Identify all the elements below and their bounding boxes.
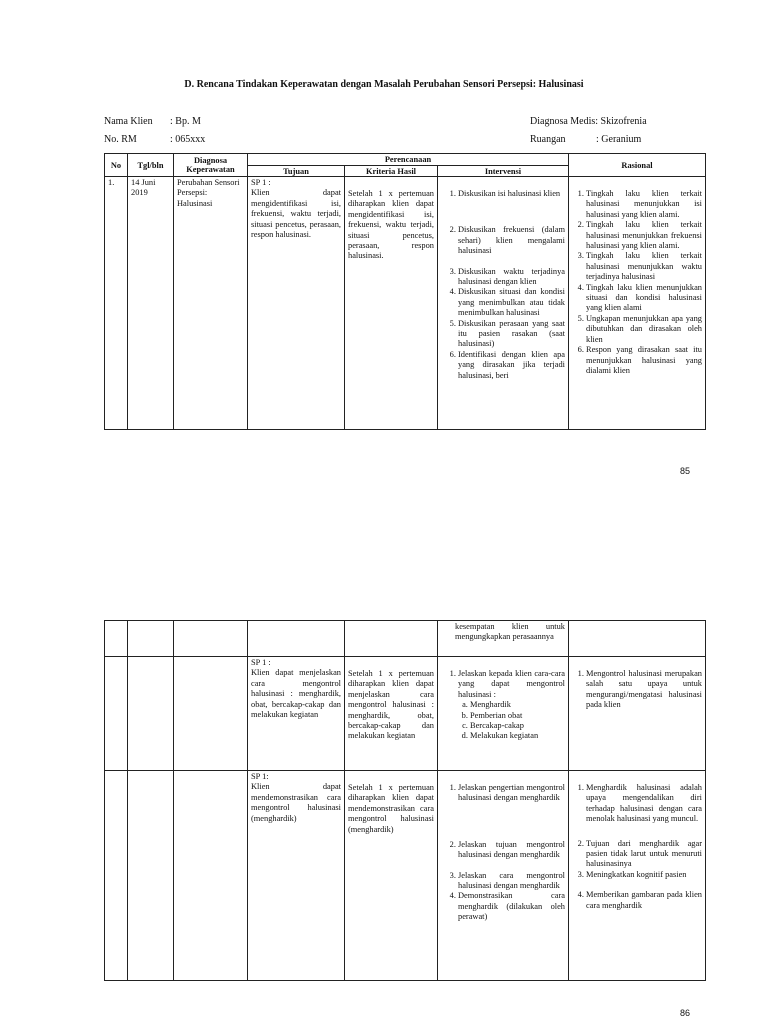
document-title: D. Rencana Tindakan Keperawatan dengan Masalah Perubahan Sensori Persepsi: Halusinasi (184, 79, 584, 90)
row-intervensi-cont: kesempatan klien untuk mengungkapkan perasaannya (438, 621, 569, 657)
list-item: 2. Jelaskan tujuan mengontrol halusinasi dengan menghardik (458, 840, 565, 861)
list-item: b. Pemberian obat (470, 711, 565, 721)
list-item: 2. Tujuan dari menghardik agar pasien tidak larut untuk menuruti halusinasinya (586, 839, 702, 870)
list-item: 1. Jelaskan pengertian mengontrol halusinasi dengan menghardik (458, 783, 565, 804)
sp-label: SP 1 : (251, 178, 271, 187)
row-kriteria: Setelah 1 x pertemuan diharapkan klien dapat mengidentifikasi isi, frekuensi, waktu terjadi, situasi pencetus, perasaan, respon halusinasi. (345, 177, 438, 430)
header-perencanaan: Perencanaan (248, 154, 569, 166)
table-row (105, 771, 706, 981)
list-item: 3. Meningkatkan kognitif pasien (586, 870, 702, 880)
table-row (105, 657, 706, 771)
header-tujuan: Tujuan (248, 166, 345, 177)
header-intervensi: Intervensi (438, 166, 569, 177)
row-kriteria: Setelah 1 x pertemuan diharapkan klien dapat mendemonstrasikan cara mengontrol halusinasi (menghardik) (345, 771, 438, 981)
list-item: a. Menghardik (470, 700, 565, 710)
table-row (105, 621, 706, 657)
list-item: 4. Demonstrasikan cara menghardik (dilakukan oleh perawat) (458, 891, 565, 922)
row-tujuan (248, 771, 345, 981)
row-tujuan (248, 657, 345, 771)
list-item: 3. Jelaskan cara mengontrol halusinasi dengan menghardik (458, 871, 565, 892)
ruangan-value: : Geranium (596, 134, 642, 145)
row-intervensi (438, 771, 569, 981)
row-tujuan (248, 177, 345, 430)
intervensi-text: Jelaskan kepada klien cara-cara yang dapat mengontrol halusinasi : (458, 669, 565, 699)
nama-klien-label: Nama Klien (104, 116, 153, 127)
list-item: 2. Diskusikan frekuensi (dalam sehari) klien mengalami halusinasi (458, 225, 565, 256)
list-item: 6. Identifikasi dengan klien apa yang dirasakan jika terjadi halusinasi, beri (458, 350, 565, 381)
row-no: 1. (105, 177, 128, 430)
list-item: 3. Diskusikan waktu terjadinya halusinasi dengan klien (458, 267, 565, 288)
list-item: 1. Menghardik halusinasi adalah upaya mengendalikan diri terhadap halusinasi dengan cara menolak halusinasi yang muncul. (586, 783, 702, 825)
list-item: 1. Mengontrol halusinasi merupakan salah satu upaya untuk mengurangi/mengatasi halusinasi pada klien (586, 669, 702, 711)
list-item: 4. Tingkah laku klien menunjukkan situasi dan kondisi halusinasi yang klien alami (586, 283, 702, 314)
header-tgl: Tgl/bln (128, 154, 174, 177)
list-item: 4. Diskusikan situasi dan kondisi yang menimbulkan atau tidak menimbulkan halusinasi (458, 287, 565, 318)
tujuan-text: Klien dapat menjelaskan cara mengontrol halusinasi : menghardik, obat, bercakap-cakap dan melakukan kegiatan (251, 668, 341, 720)
sp-label: SP 1 : (251, 658, 271, 667)
row-diagnosa: Perubahan Sensori Persepsi: Halusinasi (174, 177, 248, 430)
list-item: 2. Tingkah laku klien terkait halusinasi menunjukkan frekuensi halusinasi yang klien alami. (586, 220, 702, 251)
row-intervensi (438, 657, 569, 771)
page-number: 85 (680, 466, 691, 476)
list-item: d. Melakukan kegiatan (470, 731, 565, 741)
header-rasional: Rasional (569, 154, 706, 177)
nama-klien-value: : Bp. M (170, 116, 201, 127)
sp-label: SP 1: (251, 772, 269, 781)
table-row (105, 177, 706, 430)
row-date: 14 Juni 2019 (128, 177, 174, 430)
page-number: 86 (680, 1008, 691, 1018)
list-item: 6. Respon yang dirasakan saat itu menunjukkan halusinasi yang dialami klien (586, 345, 702, 376)
tujuan-text: Klien dapat mendemonstrasikan cara mengontrol halusinasi (menghardik) (251, 782, 341, 823)
list-item: c. Bercakap-cakap (470, 721, 565, 731)
list-item: 4. Memberikan gambaran pada klien cara menghardik (586, 890, 702, 911)
list-item: 1. Diskusikan isi halusinasi klien (458, 189, 565, 199)
row-rasional (569, 771, 706, 981)
row-kriteria: Setelah 1 x pertemuan diharapkan klien dapat menjelaskan cara mengontrol halusinasi : menghardik, obat, bercakap-cakap dan melakukan kegiatan (345, 657, 438, 771)
diagnosa-medis: Diagnosa Medis: Skizofrenia (530, 116, 647, 127)
care-plan-table-page2 (104, 620, 706, 981)
header-kriteria: Kriteria Hasil (345, 166, 438, 177)
ruangan-label: Ruangan (530, 134, 566, 145)
row-rasional (569, 177, 706, 430)
list-item: 1. Tingkah laku klien terkait halusinasi menunjukkan isi halusinasi yang klien alami. (586, 189, 702, 220)
list-item: 5. Diskusikan perasaan yang saat itu pasien rasakan (saat halusinasi) (458, 319, 565, 350)
list-item (458, 669, 565, 742)
list-item: 3. Tingkah laku klien terkait halusinasi menunjukkan waktu terjadinya halusinasi (586, 251, 702, 282)
row-intervensi (438, 177, 569, 430)
header-diagnosa: Diagnosa Keperawatan (174, 154, 248, 177)
header-no: No (105, 154, 128, 177)
row-rasional (569, 657, 706, 771)
list-item: 5. Ungkapan menunjukkan apa yang dibutuhkan dan dirasakan oleh klien (586, 314, 702, 345)
no-rm-label: No. RM (104, 134, 137, 145)
no-rm-value: : 065xxx (170, 134, 206, 145)
care-plan-table-page1 (104, 153, 706, 430)
tujuan-text: Klien dapat mengidentifikasi isi, frekuensi, waktu terjadi, situasi pencetus, perasaan, respon halusinasi. (251, 188, 341, 240)
